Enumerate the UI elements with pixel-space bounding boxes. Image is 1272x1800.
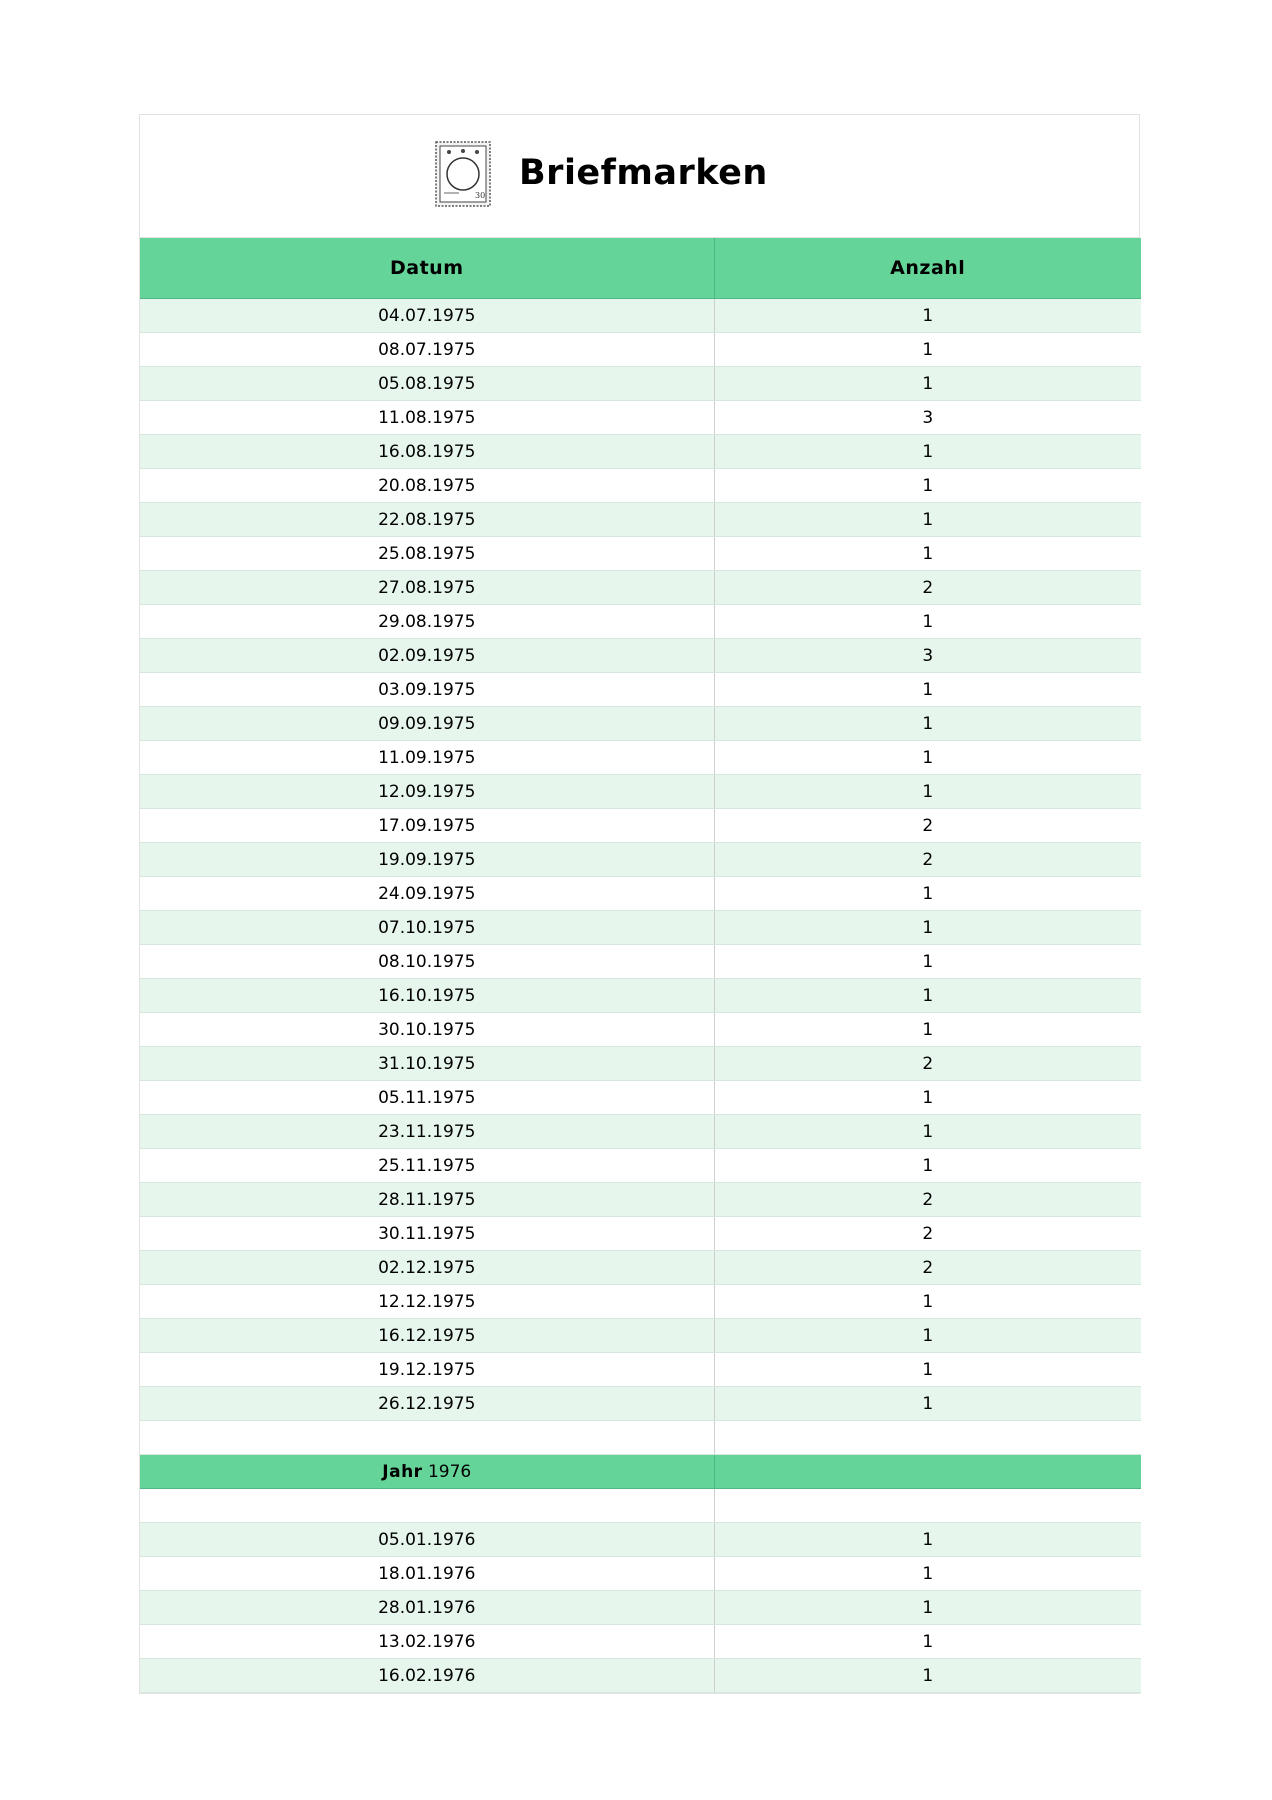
date-cell: 07.10.1975 bbox=[140, 911, 714, 945]
count-cell: 1 bbox=[714, 911, 1141, 945]
rows-1976 bbox=[140, 1523, 1141, 1693]
year-header-cell bbox=[140, 1455, 714, 1489]
count-cell: 1 bbox=[714, 435, 1141, 469]
count-cell: 2 bbox=[714, 1217, 1141, 1251]
year-header-row bbox=[140, 1455, 1141, 1489]
count-cell: 1 bbox=[714, 673, 1141, 707]
date-cell: 05.01.1976 bbox=[140, 1523, 714, 1557]
table-row bbox=[140, 809, 1141, 843]
count-cell: 1 bbox=[714, 1081, 1141, 1115]
table-row bbox=[140, 1149, 1141, 1183]
date-cell: 13.02.1976 bbox=[140, 1625, 714, 1659]
table-row bbox=[140, 1523, 1141, 1557]
column-header-datum: Datum bbox=[140, 238, 714, 299]
count-cell: 2 bbox=[714, 843, 1141, 877]
table-row bbox=[140, 333, 1141, 367]
count-cell: 1 bbox=[714, 979, 1141, 1013]
count-cell: 1 bbox=[714, 299, 1141, 333]
date-cell: 16.02.1976 bbox=[140, 1659, 714, 1693]
date-cell: 16.08.1975 bbox=[140, 435, 714, 469]
column-header-anzahl: Anzahl bbox=[714, 238, 1141, 299]
date-cell: 16.12.1975 bbox=[140, 1319, 714, 1353]
table-row bbox=[140, 1251, 1141, 1285]
date-cell: 28.11.1975 bbox=[140, 1183, 714, 1217]
date-cell: 17.09.1975 bbox=[140, 809, 714, 843]
table-row bbox=[140, 503, 1141, 537]
count-cell: 2 bbox=[714, 1251, 1141, 1285]
table-row bbox=[140, 1013, 1141, 1047]
date-cell: 05.11.1975 bbox=[140, 1081, 714, 1115]
date-cell: 19.12.1975 bbox=[140, 1353, 714, 1387]
blank-cell bbox=[140, 1421, 714, 1455]
table-row bbox=[140, 979, 1141, 1013]
count-cell: 1 bbox=[714, 1387, 1141, 1421]
date-cell: 25.11.1975 bbox=[140, 1149, 714, 1183]
count-cell: 1 bbox=[714, 1659, 1141, 1693]
date-cell: 16.10.1975 bbox=[140, 979, 714, 1013]
table-row bbox=[140, 775, 1141, 809]
date-cell: 11.08.1975 bbox=[140, 401, 714, 435]
date-cell: 20.08.1975 bbox=[140, 469, 714, 503]
count-cell: 2 bbox=[714, 1183, 1141, 1217]
blank-cell bbox=[140, 1489, 714, 1523]
count-cell: 1 bbox=[714, 945, 1141, 979]
count-cell: 1 bbox=[714, 605, 1141, 639]
spreadsheet-page bbox=[139, 114, 1140, 1694]
count-cell: 1 bbox=[714, 1523, 1141, 1557]
count-cell: 1 bbox=[714, 1319, 1141, 1353]
count-cell: 1 bbox=[714, 707, 1141, 741]
date-cell: 31.10.1975 bbox=[140, 1047, 714, 1081]
table-row bbox=[140, 367, 1141, 401]
blank-cell bbox=[714, 1421, 1141, 1455]
count-cell: 1 bbox=[714, 1115, 1141, 1149]
year-separator bbox=[140, 1421, 1141, 1523]
date-cell: 25.08.1975 bbox=[140, 537, 714, 571]
count-cell: 3 bbox=[714, 639, 1141, 673]
year-value: 1976 bbox=[427, 1461, 472, 1482]
table-row bbox=[140, 945, 1141, 979]
table-row bbox=[140, 299, 1141, 333]
year-label: Jahr bbox=[382, 1461, 423, 1482]
count-cell: 1 bbox=[714, 1353, 1141, 1387]
count-cell: 1 bbox=[714, 367, 1141, 401]
count-cell: 1 bbox=[714, 877, 1141, 911]
date-cell: 26.12.1975 bbox=[140, 1387, 714, 1421]
count-cell: 2 bbox=[714, 809, 1141, 843]
svg-text:30: 30 bbox=[475, 191, 486, 200]
table-row bbox=[140, 741, 1141, 775]
count-cell: 1 bbox=[714, 1285, 1141, 1319]
count-cell: 2 bbox=[714, 571, 1141, 605]
date-cell: 09.09.1975 bbox=[140, 707, 714, 741]
table-row bbox=[140, 1319, 1141, 1353]
date-cell: 30.11.1975 bbox=[140, 1217, 714, 1251]
date-cell: 05.08.1975 bbox=[140, 367, 714, 401]
date-cell: 18.01.1976 bbox=[140, 1557, 714, 1591]
table-row bbox=[140, 1625, 1141, 1659]
date-cell: 12.09.1975 bbox=[140, 775, 714, 809]
table-row bbox=[140, 877, 1141, 911]
count-cell: 1 bbox=[714, 469, 1141, 503]
table-row bbox=[140, 605, 1141, 639]
table-row bbox=[140, 911, 1141, 945]
table-row bbox=[140, 1353, 1141, 1387]
date-cell: 30.10.1975 bbox=[140, 1013, 714, 1047]
rows-1975 bbox=[140, 299, 1141, 1421]
date-cell: 27.08.1975 bbox=[140, 571, 714, 605]
date-cell: 29.08.1975 bbox=[140, 605, 714, 639]
count-cell: 3 bbox=[714, 401, 1141, 435]
date-cell: 02.09.1975 bbox=[140, 639, 714, 673]
table-row bbox=[140, 1285, 1141, 1319]
table-row bbox=[140, 1387, 1141, 1421]
title-row bbox=[140, 115, 1139, 238]
blank-row bbox=[140, 1421, 1141, 1455]
count-cell: 1 bbox=[714, 333, 1141, 367]
count-cell: 1 bbox=[714, 1591, 1141, 1625]
date-cell: 08.10.1975 bbox=[140, 945, 714, 979]
table-row bbox=[140, 537, 1141, 571]
date-cell: 02.12.1975 bbox=[140, 1251, 714, 1285]
year-header-empty-cell bbox=[714, 1455, 1141, 1489]
page-title: Briefmarken bbox=[519, 153, 768, 193]
postage-stamp-icon bbox=[435, 141, 491, 207]
table-row bbox=[140, 673, 1141, 707]
date-cell: 11.09.1975 bbox=[140, 741, 714, 775]
table-row bbox=[140, 469, 1141, 503]
date-cell: 08.07.1975 bbox=[140, 333, 714, 367]
date-cell: 12.12.1975 bbox=[140, 1285, 714, 1319]
table-row bbox=[140, 1047, 1141, 1081]
count-cell: 1 bbox=[714, 1013, 1141, 1047]
table-row bbox=[140, 1183, 1141, 1217]
table-row bbox=[140, 1659, 1141, 1693]
count-cell: 1 bbox=[714, 1625, 1141, 1659]
table-row bbox=[140, 435, 1141, 469]
table-header-row bbox=[140, 238, 1141, 299]
table-row bbox=[140, 707, 1141, 741]
count-cell: 1 bbox=[714, 1557, 1141, 1591]
count-cell: 1 bbox=[714, 537, 1141, 571]
table-row bbox=[140, 1591, 1141, 1625]
blank-row bbox=[140, 1489, 1141, 1523]
table-row bbox=[140, 843, 1141, 877]
table-row bbox=[140, 1217, 1141, 1251]
count-cell: 1 bbox=[714, 503, 1141, 537]
date-cell: 04.07.1975 bbox=[140, 299, 714, 333]
date-cell: 28.01.1976 bbox=[140, 1591, 714, 1625]
table-row bbox=[140, 1115, 1141, 1149]
count-cell: 2 bbox=[714, 1047, 1141, 1081]
date-cell: 22.08.1975 bbox=[140, 503, 714, 537]
blank-cell bbox=[714, 1489, 1141, 1523]
count-cell: 1 bbox=[714, 741, 1141, 775]
table-row bbox=[140, 1081, 1141, 1115]
date-cell: 23.11.1975 bbox=[140, 1115, 714, 1149]
date-cell: 19.09.1975 bbox=[140, 843, 714, 877]
count-cell: 1 bbox=[714, 1149, 1141, 1183]
count-cell: 1 bbox=[714, 775, 1141, 809]
date-cell: 03.09.1975 bbox=[140, 673, 714, 707]
stamps-table bbox=[140, 238, 1141, 1693]
table-row bbox=[140, 571, 1141, 605]
table-row bbox=[140, 401, 1141, 435]
date-cell: 24.09.1975 bbox=[140, 877, 714, 911]
table-row bbox=[140, 1557, 1141, 1591]
table-row bbox=[140, 639, 1141, 673]
